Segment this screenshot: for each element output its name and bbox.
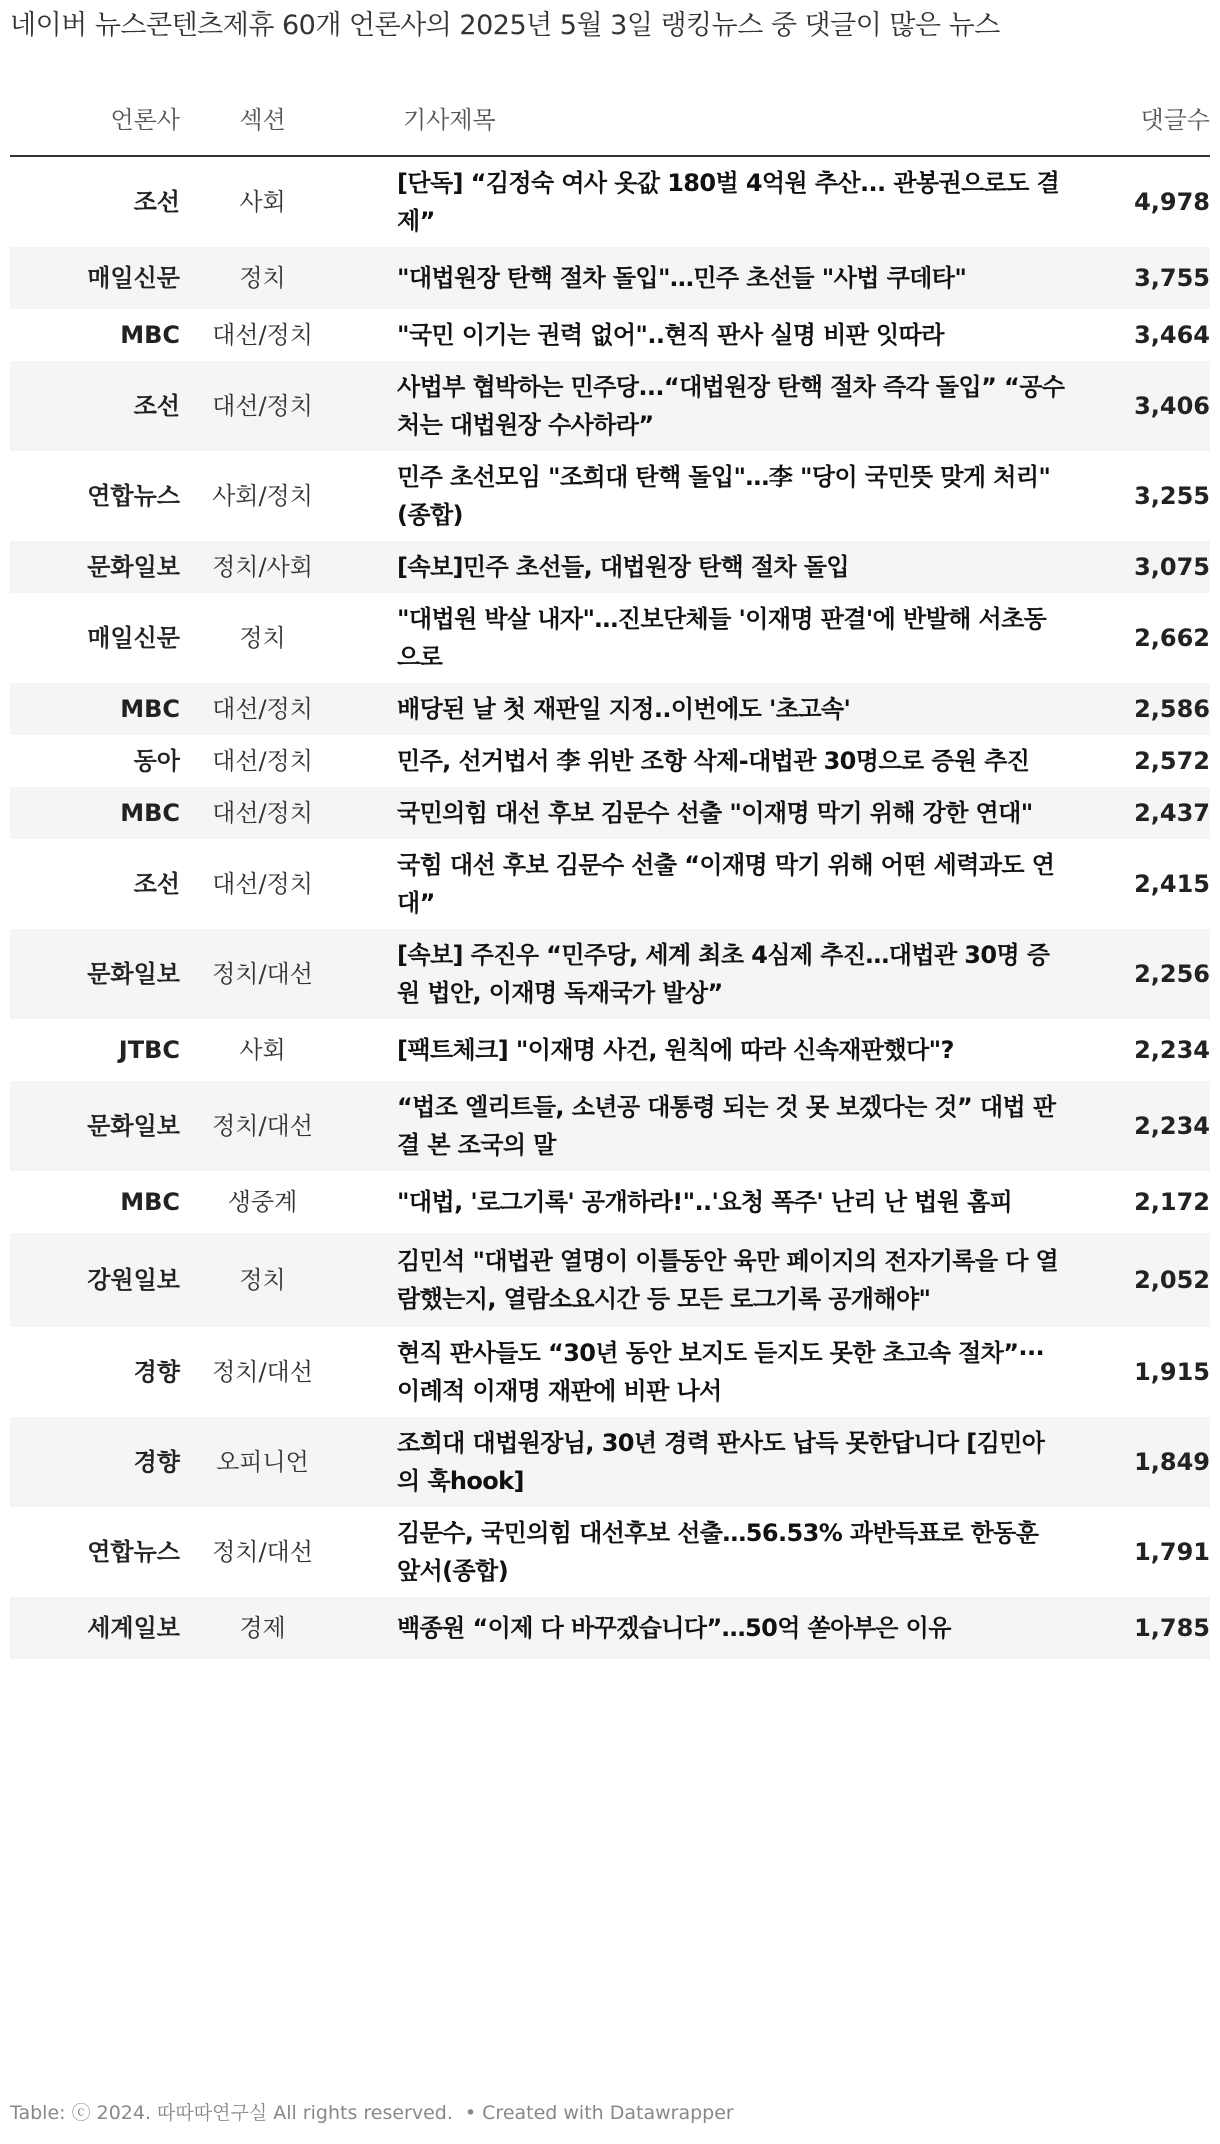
table-row	[10, 156, 1210, 247]
press-cell: 문화일보	[87, 1112, 180, 1140]
comments-cell: 1,785	[1134, 1614, 1210, 1642]
comments-cell: 1,791	[1134, 1538, 1210, 1566]
press-cell: 문화일보	[87, 960, 180, 988]
table-row	[10, 593, 1210, 683]
comments-cell: 2,437	[1134, 799, 1210, 827]
table-row	[10, 1171, 1210, 1233]
ranking-table	[10, 90, 1210, 1659]
comments-cell: 3,406	[1134, 392, 1210, 420]
section-cell: 정치/대선	[212, 1538, 313, 1566]
press-cell: 조선	[133, 392, 180, 420]
section-cell: 오피니언	[216, 1448, 309, 1476]
comments-cell: 2,052	[1134, 1266, 1210, 1294]
comments-cell: 2,586	[1134, 695, 1210, 723]
headline-cell: [속보]민주 초선들, 대법원장 탄핵 절차 돌입	[397, 553, 849, 581]
table-row	[10, 735, 1210, 787]
section-cell: 사회/정치	[212, 482, 313, 510]
section-cell: 정치/대선	[212, 960, 313, 988]
column-header-section[interactable]: 섹션	[180, 90, 345, 156]
datawrapper-credit[interactable]: • Created with Datawrapper	[464, 2102, 734, 2124]
table-row	[10, 1327, 1210, 1417]
section-cell: 정치/대선	[212, 1358, 313, 1386]
table-row	[10, 929, 1210, 1019]
comments-cell: 3,464	[1134, 321, 1210, 349]
table-row	[10, 309, 1210, 361]
table-row	[10, 541, 1210, 593]
table-row	[10, 839, 1210, 929]
press-cell: MBC	[120, 1188, 180, 1216]
comments-cell: 2,662	[1134, 624, 1210, 652]
comments-cell: 3,755	[1134, 264, 1210, 292]
section-cell: 대선/정치	[212, 695, 313, 723]
headline-cell: 김민석 "대법관 열명이 이틀동안 육만 페이지의 전자기록을 다 열람했는지, 열람소요시간 등 모든 로그기록 공개해야"	[397, 1247, 1059, 1313]
comments-cell: 1,849	[1134, 1448, 1210, 1476]
table-row	[10, 787, 1210, 839]
headline-cell: 조희대 대법원장님, 30년 경력 판사도 납득 못한답니다 [김민아의 훅hook]	[397, 1429, 1045, 1495]
comments-cell: 2,234	[1134, 1112, 1210, 1140]
comments-cell: 1,915	[1134, 1358, 1210, 1386]
headline-cell: 현직 판사들도 “30년 동안 보지도 듣지도 못한 초고속 절차”···이례적 이재명 재판에 비판 나서	[397, 1339, 1044, 1405]
comments-cell: 3,255	[1134, 482, 1210, 510]
press-cell: 강원일보	[87, 1266, 180, 1294]
headline-cell: 백종원 “이제 다 바꾸겠습니다”…50억 쏟아부은 이유	[397, 1614, 951, 1642]
headline-cell: "대법원 박살 내자"…진보단체들 '이재명 판결'에 반발해 서초동으로	[397, 605, 1047, 671]
press-cell: 세계일보	[87, 1614, 180, 1642]
headline-cell: 배당된 날 첫 재판일 지정..이번에도 '초고속'	[397, 695, 851, 723]
headline-cell: 민주, 선거법서 李 위반 조항 삭제-대법관 30명으로 증원 추진	[397, 747, 1030, 775]
comments-cell: 2,172	[1134, 1188, 1210, 1216]
section-cell: 대선/정치	[212, 799, 313, 827]
table-header-row	[10, 90, 1210, 156]
headline-cell: 김문수, 국민의힘 대선후보 선출…56.53% 과반득표로 한동훈 앞서(종합)	[397, 1519, 1039, 1585]
section-cell: 정치	[239, 624, 286, 652]
press-cell: 매일신문	[87, 264, 180, 292]
comments-cell: 2,256	[1134, 960, 1210, 988]
table-row	[10, 683, 1210, 735]
headline-cell: 민주 초선모임 "조희대 탄핵 돌입"…李 "당이 국민뜻 맞게 처리"(종합)	[397, 463, 1051, 529]
press-cell: 매일신문	[87, 624, 180, 652]
section-cell: 정치	[239, 1266, 286, 1294]
section-cell: 정치/대선	[212, 1112, 313, 1140]
column-header-headline[interactable]: 기사제목	[345, 90, 1080, 156]
headline-cell: [속보] 주진우 “민주당, 세계 최초 4심제 추진…대법관 30명 증원 법안, 이재명 독재국가 발상”	[397, 941, 1050, 1007]
section-cell: 사회	[239, 1036, 286, 1064]
section-cell: 대선/정치	[212, 392, 313, 420]
section-cell: 사회	[239, 188, 286, 216]
section-cell: 대선/정치	[212, 321, 313, 349]
headline-cell: 사법부 협박하는 민주당...“대법원장 탄핵 절차 즉각 돌입” “공수처는 대법원장 수사하라”	[397, 373, 1065, 439]
comments-cell: 2,234	[1134, 1036, 1210, 1064]
comments-cell: 2,415	[1134, 870, 1210, 898]
section-cell: 대선/정치	[212, 870, 313, 898]
table-row	[10, 1233, 1210, 1327]
headline-cell: [단독] “김정숙 여사 옷값 180벌 4억원 추산... 관봉권으로도 결제”	[397, 169, 1060, 235]
headline-cell: "대법원장 탄핵 절차 돌입"…민주 초선들 "사법 쿠데타"	[397, 264, 967, 292]
press-cell: 연합뉴스	[87, 482, 180, 510]
comments-cell: 3,075	[1134, 553, 1210, 581]
table-row	[10, 1019, 1210, 1081]
headline-cell: 국민의힘 대선 후보 김문수 선출 "이재명 막기 위해 강한 연대"	[397, 799, 1033, 827]
press-cell: 조선	[133, 188, 180, 216]
comments-cell: 2,572	[1134, 747, 1210, 775]
press-cell: MBC	[120, 321, 180, 349]
press-cell: 동아	[133, 747, 180, 775]
headline-cell: “법조 엘리트들, 소년공 대통령 되는 것 못 보겠다는 것” 대법 판결 본 조국의 말	[397, 1093, 1056, 1159]
table-row	[10, 451, 1210, 541]
press-cell: MBC	[120, 695, 180, 723]
press-cell: JTBC	[118, 1036, 180, 1064]
section-cell: 생중계	[227, 1188, 298, 1216]
column-header-press[interactable]: 언론사	[10, 90, 180, 156]
column-header-comments[interactable]: 댓글수	[1080, 90, 1210, 156]
table-body	[10, 156, 1210, 1659]
comments-cell: 4,978	[1134, 188, 1210, 216]
press-cell: 문화일보	[87, 553, 180, 581]
headline-cell: "대법, '로그기록' 공개하라!"..'요청 폭주' 난리 난 법원 홈피	[397, 1188, 1013, 1216]
table-row	[10, 1417, 1210, 1507]
headline-cell: "국민 이기는 권력 없어"..현직 판사 실명 비판 잇따라	[397, 321, 944, 349]
headline-cell: 국힘 대선 후보 김문수 선출 “이재명 막기 위해 어떤 세력과도 연대”	[397, 851, 1055, 917]
press-cell: 경향	[133, 1358, 180, 1386]
table-row	[10, 1597, 1210, 1659]
table-row	[10, 247, 1210, 309]
press-cell: 조선	[133, 870, 180, 898]
table-row	[10, 1507, 1210, 1597]
headline-cell: [팩트체크] "이재명 사건, 원칙에 따라 신속재판했다"?	[397, 1036, 954, 1064]
press-cell: MBC	[120, 799, 180, 827]
table-footer	[10, 2098, 734, 2125]
section-cell: 정치/사회	[212, 553, 313, 581]
table-row	[10, 361, 1210, 451]
copyright-text: Table: ⓒ 2024. 따따따연구실 All rights reserved.	[10, 2102, 453, 2124]
section-cell: 경제	[239, 1614, 286, 1642]
press-cell: 경향	[133, 1448, 180, 1476]
section-cell: 정치	[239, 264, 286, 292]
table-row	[10, 1081, 1210, 1171]
page-title: 네이버 뉴스콘텐츠제휴 60개 언론사의 2025년 5월 3일 랭킹뉴스 중 댓글이 많은 뉴스	[10, 10, 1000, 41]
section-cell: 대선/정치	[212, 747, 313, 775]
press-cell: 연합뉴스	[87, 1538, 180, 1566]
